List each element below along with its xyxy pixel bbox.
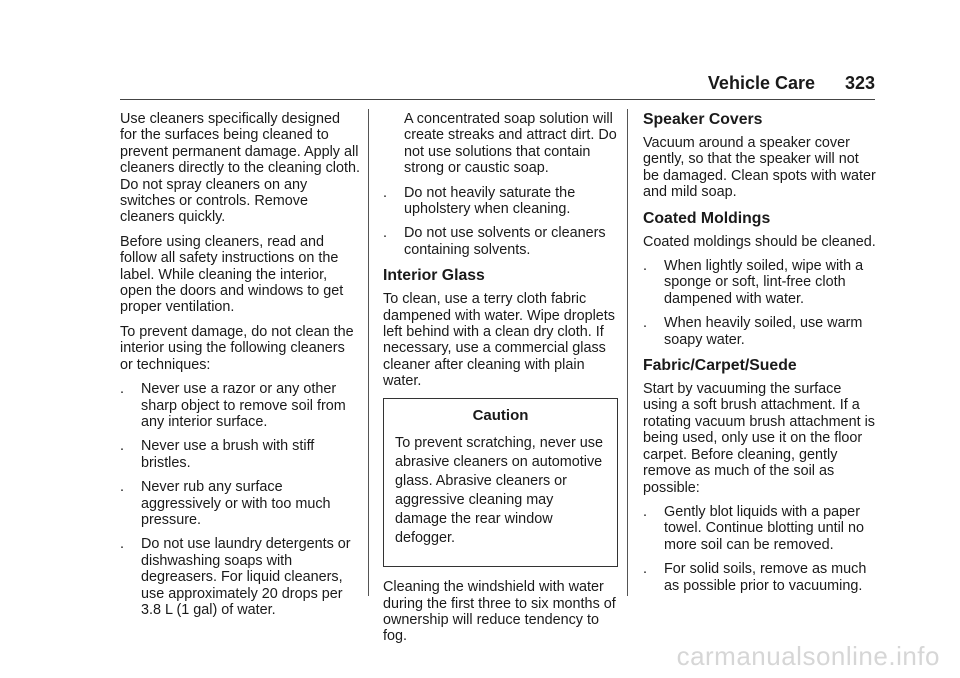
caution-title: Caution <box>472 406 529 424</box>
paragraph-coated: Coated moldings should be cleaned. <box>643 233 876 250</box>
bullet-dot: . <box>383 184 387 201</box>
caution-box <box>383 398 618 567</box>
bullet-dot: . <box>643 503 647 520</box>
column-3 <box>643 110 878 602</box>
paragraph-glass: To clean, use a terry cloth fabric dampened with water. Wipe droplets left behind with a clean dry cloth. If necessary, use a commercial glass cleaner after cleaning with plain water. <box>383 291 615 390</box>
list-item <box>120 479 360 528</box>
paragraph-fabric: Start by vacuuming the surface using a soft brush attachment. If a rotating vacuum brush attachment is being used, only use it on the floor carpet. Before cleaning, gently remove as much of the soil as possible: <box>643 381 875 496</box>
section-title: Vehicle Care <box>707 73 815 93</box>
heading-fabric-carpet-suede: Fabric/Carpet/Suede <box>643 357 797 375</box>
column-2 <box>383 111 618 653</box>
column-divider-2 <box>627 109 628 596</box>
list-item <box>643 315 878 348</box>
bullet-dot: . <box>643 258 647 275</box>
list-item-text: Never rub any surface aggressively or with too much pressure. <box>141 479 331 528</box>
header-divider <box>120 99 875 100</box>
bullet-dot: . <box>120 479 124 496</box>
list-item-text: Do not heavily saturate the upholstery when cleaning. <box>404 184 576 218</box>
bullet-dot: . <box>120 536 124 553</box>
list-item-text: Never use a brush with stiff bristles. <box>141 438 315 471</box>
list-item <box>120 438 360 471</box>
column-divider-1 <box>368 109 369 596</box>
list-item <box>120 536 360 618</box>
list-item <box>643 258 878 307</box>
paragraph-safety: Before using cleaners, read and follow all safety instructions on the label. While cleaning the interior, open the doors and windows to get proper ventilation. <box>120 233 344 316</box>
list-item <box>643 561 878 594</box>
list-item-text: Do not use solvents or cleaners containing solvents. <box>404 225 606 258</box>
list-item <box>383 185 618 218</box>
heading-interior-glass: Interior Glass <box>383 267 485 285</box>
caution-text: To prevent scratching, never use abrasive cleaners on automotive glass. Abrasive cleaners or aggressive cleaning may damage the rear window defogger. <box>395 435 603 547</box>
bullet-dot: . <box>120 381 124 398</box>
page-number: 323 <box>844 73 875 93</box>
paragraph-cleaners: Use cleaners specifically designed for the surfaces being cleaned to prevent permanent damage. Apply all cleaners directly to the cleaning cloth. Do not spray cleaners on any switches or controls. Remove cleaners quickly. <box>120 111 360 226</box>
heading-coated-moldings: Coated Moldings <box>643 209 771 227</box>
bullet-dot: . <box>120 438 124 455</box>
column-1 <box>120 111 360 626</box>
page-header <box>120 73 875 97</box>
list-item-text: Gently blot liquids with a paper towel. Continue blotting until no more soil can be removed. <box>664 503 865 553</box>
list-item <box>383 225 618 258</box>
watermark: carmanualsonline.info <box>676 641 940 671</box>
bullet-dot: . <box>643 561 647 578</box>
list-item <box>120 381 360 430</box>
bullet-dot: . <box>643 315 647 332</box>
list-item-text: For solid soils, remove as much as possible prior to vacuuming. <box>664 561 867 594</box>
list-item-text: When heavily soiled, use warm soapy water. <box>664 315 863 348</box>
list-item <box>643 504 878 553</box>
list-item-text: Do not use laundry detergents or dishwashing soaps with degreasers. For liquid cleaners, use approximately 20 drops per 3.8 L (1 gal) of water. <box>141 536 351 618</box>
paragraph-speaker: Vacuum around a speaker cover gently, so that the speaker will not be damaged. Clean spots with water and mild soap. <box>643 135 876 201</box>
paragraph-windshield: Cleaning the windshield with water during the first three to six months of ownership will reduce tendency to fog. <box>383 579 616 645</box>
bullet-dot: . <box>383 225 387 242</box>
list-item-text: Never use a razor or any other sharp object to remove soil from any interior surface. <box>141 381 346 430</box>
paragraph-prevent-damage: To prevent damage, do not clean the interior using the following cleaners or techniques: <box>120 323 354 373</box>
list-item-text: When lightly soiled, wipe with a sponge or soft, lint-free cloth dampened with water. <box>664 258 864 307</box>
heading-speaker-covers: Speaker Covers <box>643 111 763 128</box>
list-item-continuation: A concentrated soap solution will create streaks and attract dirt. Do not use solutions that contain strong or caustic soap. <box>404 111 617 177</box>
